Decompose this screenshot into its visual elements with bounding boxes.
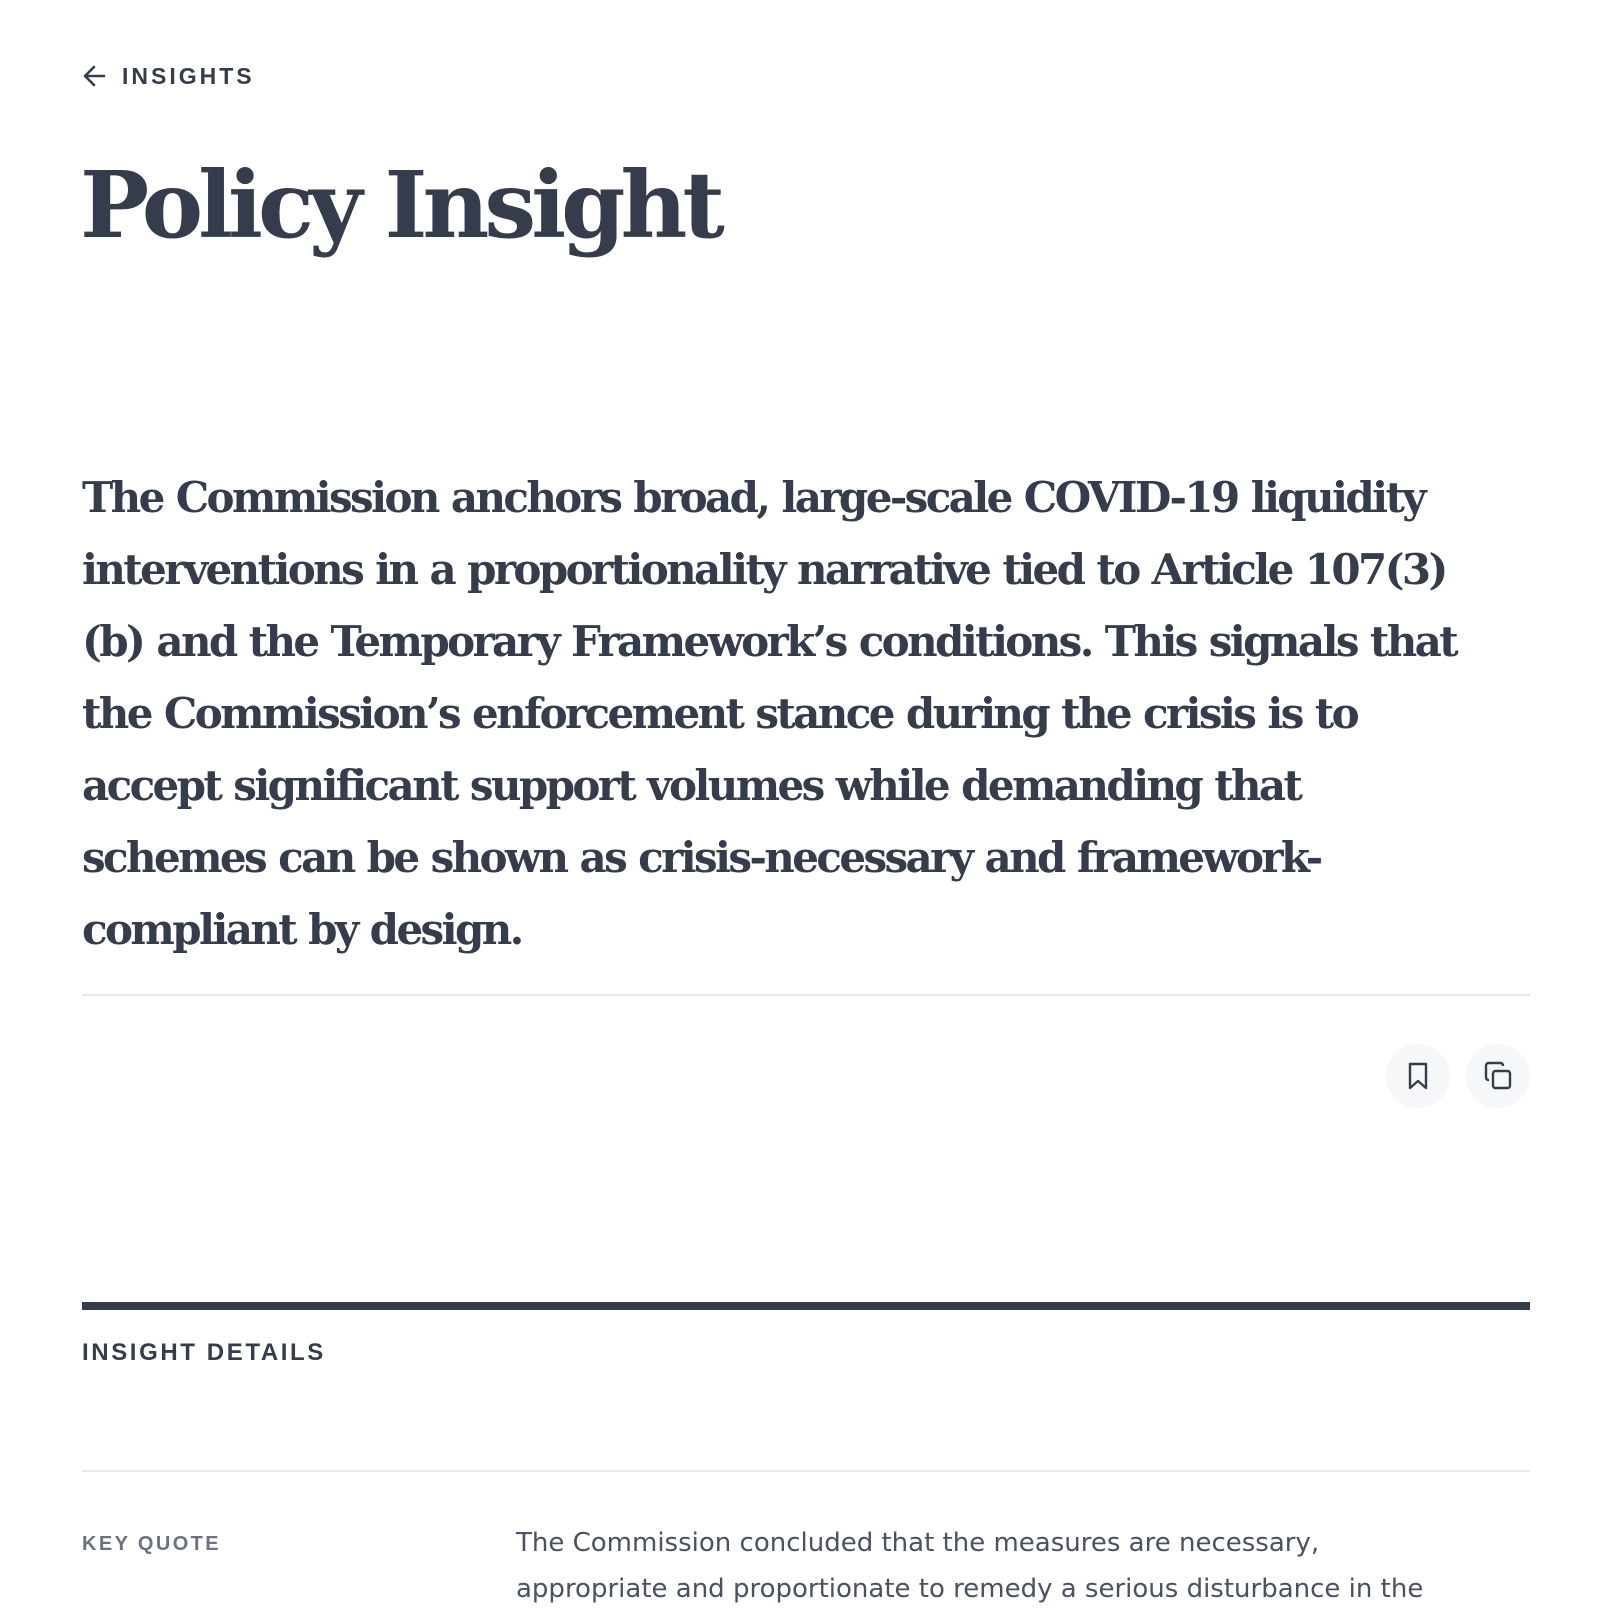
section-rule	[82, 1302, 1530, 1310]
back-link-label: INSIGHTS	[122, 63, 255, 89]
copy-icon	[1482, 1060, 1514, 1092]
divider	[82, 1470, 1530, 1472]
copy-button[interactable]	[1466, 1044, 1530, 1108]
page-title: Policy Insight	[80, 151, 720, 259]
insight-statement: The Commission anchors broad, large-scale COVID-19 liquidity interventions in a proportionality narrative tied to Article 107(3)(b) and the Temporary Framework’s conditions. This signals that the Commission’s enforcement stance during the crisis is to accept significant support volumes while demanding that schemes can be shown as crisis-necessary and framework-compliant by design.	[82, 473, 1457, 954]
back-to-insights-link[interactable]	[82, 62, 255, 90]
insight-details-heading: INSIGHT DETAILS	[82, 1339, 326, 1366]
key-quote-text: The Commission concluded that the measures are necessary, appropriate and proportionate to remedy a serious disturbance in the	[516, 1528, 1424, 1604]
divider	[82, 994, 1530, 996]
insight-actions	[1386, 1044, 1530, 1108]
bookmark-button[interactable]	[1386, 1044, 1450, 1108]
arrow-left-icon	[82, 63, 108, 89]
bookmark-icon	[1405, 1061, 1431, 1091]
key-quote-label: KEY QUOTE	[82, 1533, 222, 1555]
